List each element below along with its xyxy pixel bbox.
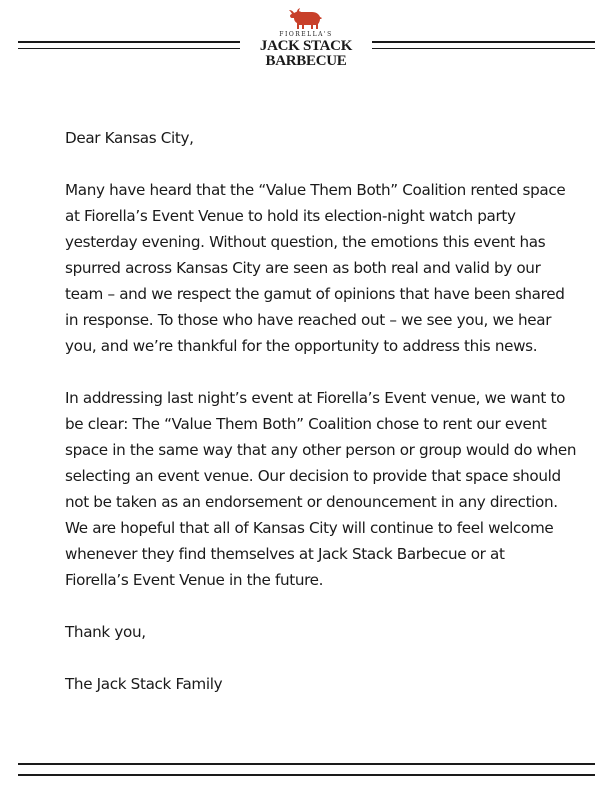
closing xyxy=(65,619,565,645)
closing-text: Thank you, xyxy=(65,623,146,641)
paragraph-2 xyxy=(65,385,577,593)
bull-icon xyxy=(288,8,324,30)
paragraph-1 xyxy=(65,177,565,359)
paragraph-1-line: team – and we respect the gamut of opinions that have been shared xyxy=(65,285,565,303)
paragraph-2-line: whenever they find themselves at Jack Stack Barbecue or at xyxy=(65,545,505,563)
header-rule-left-thin xyxy=(18,48,240,49)
footer-rule-bottom xyxy=(18,774,595,776)
paragraph-2-line: not be taken as an endorsement or denouncement in any direction. xyxy=(65,493,558,511)
header-rule-left xyxy=(18,41,240,49)
paragraph-2-line: We are hopeful that all of Kansas City will continue to feel welcome xyxy=(65,519,554,537)
letterhead xyxy=(0,0,612,80)
paragraph-1-line: in response. To those who have reached out – we see you, we hear xyxy=(65,311,552,329)
paragraph-2-line: selecting an event venue. Our decision to provide that space should xyxy=(65,467,561,485)
salutation-text: Dear Kansas City, xyxy=(65,129,194,147)
paragraph-2-line: space in the same way that any other person or group would do when xyxy=(65,441,577,459)
footer-rules xyxy=(18,763,595,777)
paragraph-1-line: spurred across Kansas City are seen as both real and valid by our xyxy=(65,259,541,277)
header-rule-right-thick xyxy=(372,41,595,43)
salutation xyxy=(65,125,565,151)
paragraph-2-line: be clear: The “Value Them Both” Coalition chose to rent our event xyxy=(65,415,547,433)
paragraph-2-line: Fiorella’s Event Venue in the future. xyxy=(65,571,324,589)
footer-rule-top xyxy=(18,763,595,765)
paragraph-1-line: at Fiorella’s Event Venue to hold its election-night watch party xyxy=(65,207,516,225)
paragraph-2-line: In addressing last night’s event at Fiorella’s Event venue, we want to xyxy=(65,389,566,407)
brand-name-line1: JACK STACK xyxy=(259,38,353,54)
brand-name-line2: BARBECUE xyxy=(265,53,347,69)
paragraph-1-line: yesterday evening. Without question, the emotions this event has xyxy=(65,233,546,251)
paragraph-1-line: Many have heard that the “Value Them Both” Coalition rented space xyxy=(65,181,566,199)
header-rule-right xyxy=(372,41,595,49)
header-rule-right-thin xyxy=(372,48,595,49)
letter-body xyxy=(65,125,577,723)
signature xyxy=(65,671,565,697)
jack-stack-logo xyxy=(246,8,366,74)
header-rule-left-thick xyxy=(18,41,240,43)
brand-fiorellas: FIORELLA'S xyxy=(279,31,333,38)
paragraph-1-line: you, and we’re thankful for the opportunity to address this news. xyxy=(65,337,538,355)
signature-text: The Jack Stack Family xyxy=(65,675,223,693)
